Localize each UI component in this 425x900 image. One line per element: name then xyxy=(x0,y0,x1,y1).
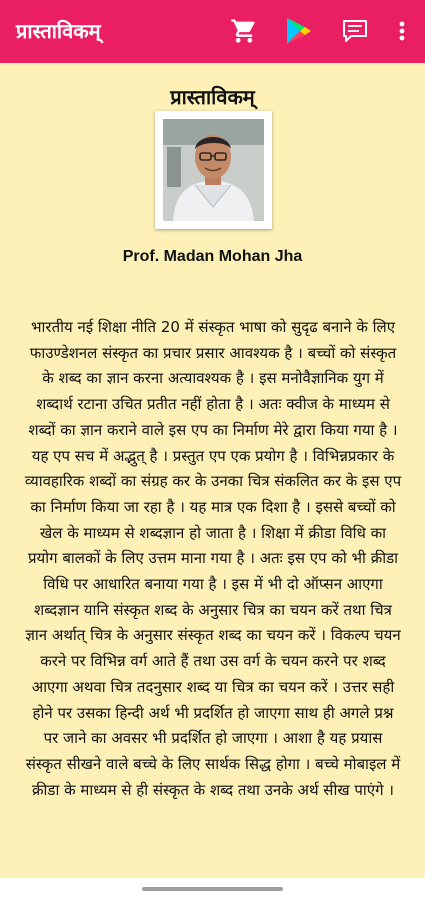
cart-icon[interactable] xyxy=(230,17,258,45)
play-store-icon[interactable] xyxy=(283,16,311,44)
feedback-icon[interactable] xyxy=(341,17,369,45)
system-navigation-bar xyxy=(0,878,425,900)
intro-paragraph: भारतीय नई शिक्षा नीति 20 में संस्कृत भाषा को सुदृढ बनाने के लिए फाउण्डेशनल संस्कृत का प्रचार प्रसार आवश्यक है । बच्चों को संस्कृत के शब्द का ज्ञान करना अत्यावश्यक है । इस मनोवैज्ञानिक युग में शब्दार्थ रटाना उचित प्रतीत नहीं होता है । अतः क्वीज के माध्यम से शब्दों का ज्ञान कराने वाले इस एप का निर्माण मेरे द्वारा किया गया है । यह एप सच में अद्भुत् है । प्रस्तुत एप एक प्रयोग है । विभिन्नप्रकार के व्यावहारिक शब्दों का संग्रह कर के उनका चित्र संकलित कर के इस एप का निर्माण किया जा रहा है । यह मात्र एक दिशा है । इससे बच्चों को खेल के माध्यम से शब्दज्ञान हो जाता है । शिक्षा में क्रीडा विधि का प्रयोग बालकों के लिए उत्तम माना गया है । अतः इस एप को भी क्रीडा विधि पर आधारित बनाया गया है । इस में भी दो ऑप्सन आएगा शब्दज्ञान यानि संस्कृत शब्द के अनुसार चित्र का चयन करें तथा चित्र ज्ञान अर्थात् चित्र के अनुसार संस्कृत शब्द का चयन करें । विकल्प चयन करने पर विभिन्न वर्ग आते हैं तथा उस वर्ग के चयन करने पर शब्द आएगा अथवा चित्र तदनुसार शब्द या चित्र का चयन करें । उत्तर सही होने पर उसका हिन्दी अर्थ भी प्रदर्शित हो जाएगा साथ ही अगले प्रश्न पर जाने का अवसर भी प्रदर्शित हो जाएगा । आशा है यह प्रयास संस्कृत सीखने वाले बच्चे के लिए सार्थक सिद्ध होगा । बच्चे मोबाइल में क्रीडा के माध्यम से ही संस्कृत के शब्द तथा उनके अर्थ सीख पाएंगे । xyxy=(24,318,402,799)
author-photo xyxy=(155,111,272,229)
content-area[interactable] xyxy=(0,63,425,883)
gesture-handle[interactable] xyxy=(142,887,283,891)
author-name: Prof. Madan Mohan Jha xyxy=(122,248,303,265)
page-title: प्रास्ताविकम् xyxy=(170,85,255,109)
app-bar-title: प्रास्ताविकम् xyxy=(16,19,101,43)
more-vert-icon[interactable] xyxy=(390,17,414,45)
app-bar xyxy=(0,0,425,63)
